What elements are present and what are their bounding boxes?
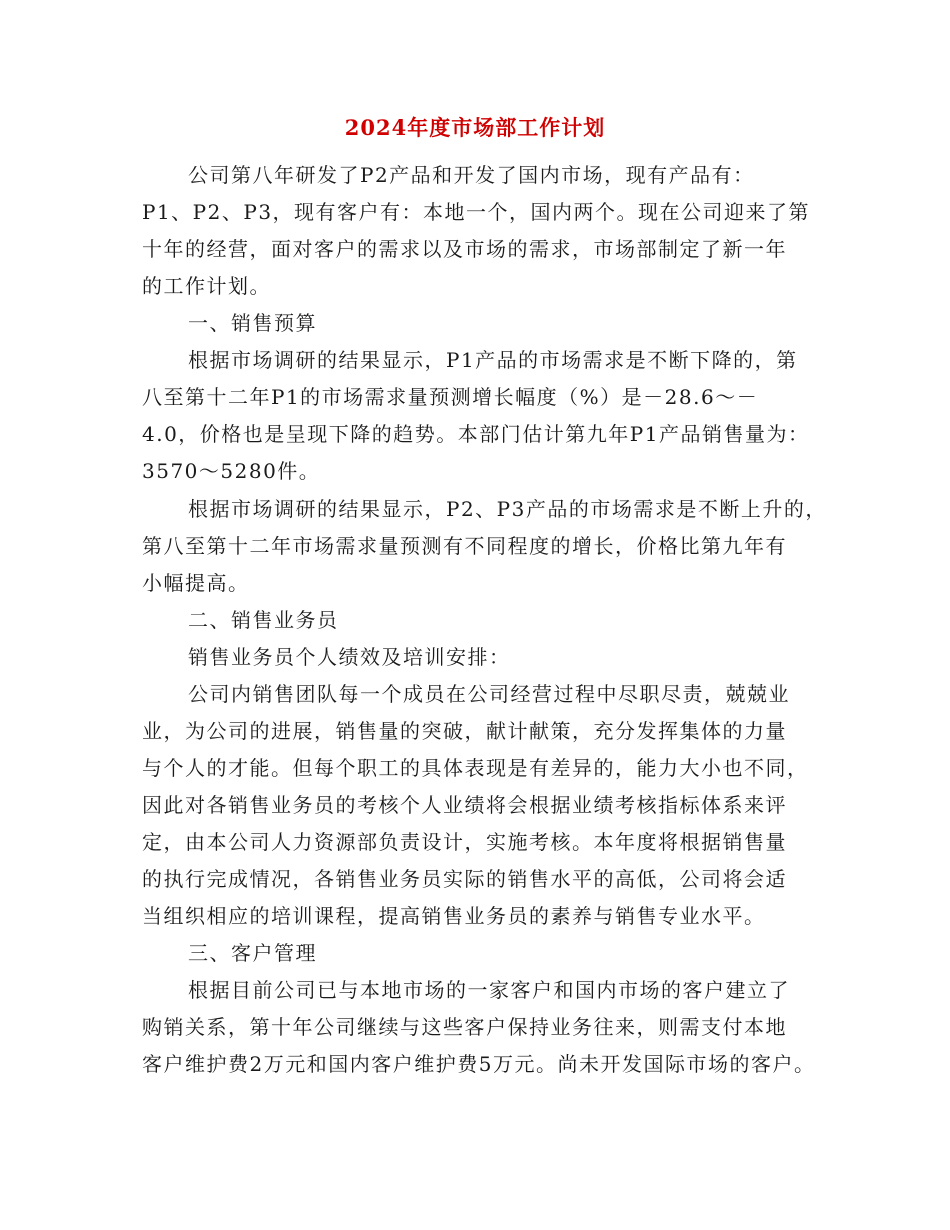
document-title: 2024年度市场部工作计划	[344, 115, 606, 140]
subheading: 销售业务员个人绩效及培训安排：	[188, 645, 511, 669]
paragraph-line: 小幅提高。	[142, 571, 250, 595]
paragraph-line: 4.0，价格也是呈现下降的趋势。本部门估计第九年P1产品销售量为：	[142, 422, 810, 446]
paragraph-line: P1、P2、P3，现有客户有：本地一个，国内两个。现在公司迎来了第	[142, 200, 811, 224]
paragraph-line: 定，由本公司人力资源部负责设计，实施考核。本年度将根据销售量	[142, 830, 787, 854]
paragraph-line: 根据市场调研的结果显示，P2、P3产品的市场需求是不断上升的，	[188, 497, 827, 521]
section-heading: 一、销售预算	[188, 311, 317, 335]
paragraph-line: 当组织相应的培训课程，提高销售业务员的素养与销售专业水平。	[142, 904, 766, 928]
paragraph-line: 根据市场调研的结果显示，P1产品的市场需求是不断下降的，第	[188, 348, 798, 372]
section-heading: 二、销售业务员	[188, 608, 339, 632]
paragraph-line: 第八至第十二年市场需求量预测有不同程度的增长，价格比第九年有	[142, 534, 787, 558]
paragraph-line: 的执行完成情况，各销售业务员实际的销售水平的高低，公司将会适	[142, 867, 787, 891]
paragraph-line: 3570～5280件。	[142, 459, 321, 483]
paragraph-line: 客户维护费2万元和国内客户维护费5万元。尚未开发国际市场的客户。	[142, 1052, 816, 1076]
paragraph-line: 公司第八年研发了P2产品和开发了国内市场，现有产品有：	[188, 163, 755, 187]
paragraph-line: 根据目前公司已与本地市场的一家客户和国内市场的客户建立了	[188, 978, 790, 1002]
paragraph-line: 因此对各销售业务员的考核个人业绩将会根据业绩考核指标体系来评	[142, 793, 787, 817]
paragraph-line: 的工作计划。	[142, 274, 271, 298]
paragraph-line: 公司内销售团队每一个成员在公司经营过程中尽职尽责，兢兢业	[188, 682, 790, 706]
paragraph-line: 业，为公司的进展，销售量的突破，献计献策，充分发挥集体的力量	[142, 719, 787, 743]
paragraph-line: 十年的经营，面对客户的需求以及市场的需求，市场部制定了新一年	[142, 237, 787, 261]
paragraph-line: 与个人的才能。但每个职工的具体表现是有差异的，能力大小也不同，	[142, 756, 809, 780]
paragraph-line: 购销关系，第十年公司继续与这些客户保持业务往来，则需支付本地	[142, 1015, 787, 1039]
section-heading: 三、客户管理	[188, 941, 317, 965]
paragraph-line: 八至第十二年P1的市场需求量预测增长幅度（%）是－28.6～－	[142, 385, 759, 409]
